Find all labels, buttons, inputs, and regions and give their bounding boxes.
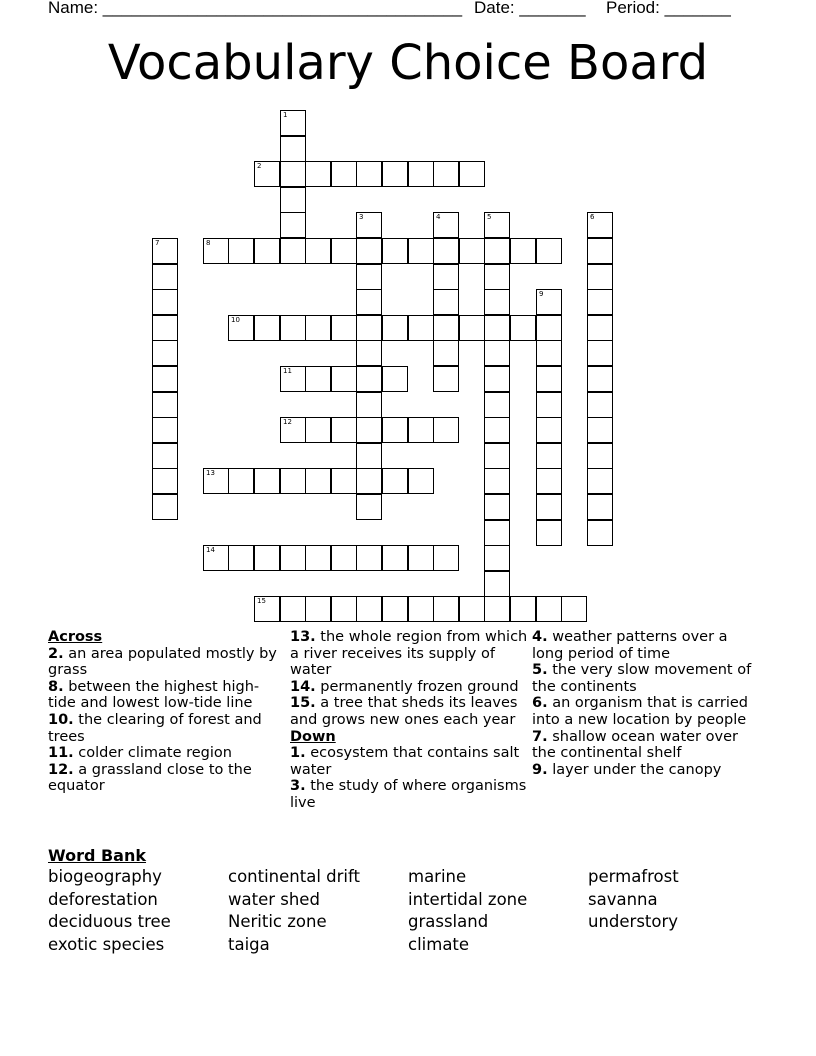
crossword-cell[interactable]	[382, 468, 408, 494]
crossword-cell[interactable]	[331, 366, 357, 392]
crossword-cell[interactable]	[152, 289, 178, 315]
clue-number: 7	[155, 239, 160, 247]
crossword-cell[interactable]	[561, 596, 587, 622]
word-bank-item: water shed	[228, 889, 320, 909]
crossword-cell[interactable]	[587, 264, 613, 290]
crossword-cell[interactable]	[305, 596, 331, 622]
crossword-cell[interactable]	[280, 238, 306, 264]
crossword-cell[interactable]	[254, 315, 280, 341]
crossword-cell[interactable]	[152, 340, 178, 366]
crossword-cell[interactable]	[587, 238, 613, 264]
crossword-cell[interactable]	[356, 468, 382, 494]
crossword-cell[interactable]	[484, 494, 510, 520]
crossword-cell[interactable]	[356, 315, 382, 341]
crossword-cell[interactable]	[305, 545, 331, 571]
crossword-cell[interactable]	[433, 340, 459, 366]
crossword-cell[interactable]	[536, 315, 562, 341]
crossword-cell[interactable]	[382, 366, 408, 392]
crossword-cell[interactable]	[228, 238, 254, 264]
crossword-cell[interactable]	[459, 238, 485, 264]
clue-number: 12	[283, 418, 292, 426]
clue-number: 3	[359, 213, 364, 221]
clue-number: 6	[590, 213, 595, 221]
down-heading: Down	[290, 728, 336, 745]
clue-number: 9	[539, 290, 544, 298]
crossword-cell[interactable]	[356, 238, 382, 264]
crossword-cell[interactable]	[536, 366, 562, 392]
crossword-cell[interactable]	[484, 596, 510, 622]
clue: 10. the clearing of forest and trees	[48, 711, 262, 745]
crossword-cell[interactable]	[280, 187, 306, 213]
crossword-cell[interactable]	[433, 212, 459, 238]
word-bank-item: grassland	[408, 912, 489, 932]
clue-number: 4	[436, 213, 441, 221]
period-field[interactable]: Period: _______	[606, 0, 731, 17]
crossword-cell[interactable]	[484, 212, 510, 238]
crossword-cell[interactable]	[305, 315, 331, 341]
crossword-cell[interactable]	[382, 417, 408, 443]
word-bank-title: Word Bank	[48, 846, 147, 865]
crossword-cell[interactable]	[152, 392, 178, 418]
crossword-cell[interactable]	[536, 289, 562, 315]
clue: 13. the whole region from which a river receives its supply of water	[290, 629, 528, 679]
crossword-cell[interactable]	[484, 443, 510, 469]
crossword-cell[interactable]	[587, 494, 613, 520]
crossword-cell[interactable]	[408, 596, 434, 622]
word-bank-item: continental drift	[228, 867, 360, 886]
clue-number: 2	[257, 162, 262, 170]
crossword-cell[interactable]	[356, 392, 382, 418]
crossword-cell[interactable]	[356, 443, 382, 469]
crossword-cell[interactable]	[203, 468, 229, 494]
word-bank-column-1	[48, 866, 171, 957]
crossword-cell[interactable]	[587, 468, 613, 494]
crossword-cell[interactable]	[331, 596, 357, 622]
crossword-cell[interactable]	[280, 161, 306, 187]
crossword-cell[interactable]	[484, 468, 510, 494]
crossword-cell[interactable]	[484, 392, 510, 418]
clue-number: 1	[283, 111, 288, 119]
clue: 7. shallow ocean water over the continental shelf	[532, 728, 738, 762]
crossword-cell[interactable]	[356, 212, 382, 238]
crossword-cell[interactable]	[484, 571, 510, 597]
crossword-cell[interactable]	[280, 596, 306, 622]
crossword-cell[interactable]	[433, 238, 459, 264]
clue-number: 11	[283, 367, 292, 375]
crossword-cell[interactable]	[536, 340, 562, 366]
page-title: Vocabulary Choice Board	[107, 35, 709, 91]
crossword-cell[interactable]	[484, 417, 510, 443]
crossword-cell[interactable]	[280, 315, 306, 341]
crossword-cell[interactable]	[382, 315, 408, 341]
word-bank-item: deciduous tree	[48, 912, 171, 932]
crossword-cell[interactable]	[305, 366, 331, 392]
crossword-cell[interactable]	[536, 468, 562, 494]
clue-number: 10	[231, 316, 240, 324]
crossword-cell[interactable]	[305, 238, 331, 264]
crossword-cell[interactable]	[152, 315, 178, 341]
crossword-cell[interactable]	[331, 161, 357, 187]
clues-column-3	[532, 629, 762, 778]
crossword-cell[interactable]	[356, 161, 382, 187]
crossword-cell[interactable]	[203, 545, 229, 571]
clue: 4. weather patterns over a long period of time	[532, 629, 728, 662]
crossword-cell[interactable]	[280, 136, 306, 162]
crossword-cell[interactable]	[484, 289, 510, 315]
crossword-cell[interactable]	[433, 596, 459, 622]
crossword-cell[interactable]	[356, 366, 382, 392]
clue: 8. between the highest high-tide and lowest low-tide line	[48, 678, 260, 712]
crossword-cell[interactable]	[331, 315, 357, 341]
crossword-cell[interactable]	[433, 417, 459, 443]
crossword-cell[interactable]	[254, 468, 280, 494]
word-bank-item: biogeography	[48, 867, 162, 886]
clue: 6. an organism that is carried into a new location by people	[532, 695, 749, 728]
crossword-cell[interactable]	[331, 545, 357, 571]
crossword-cell[interactable]	[587, 366, 613, 392]
crossword-cell[interactable]	[356, 264, 382, 290]
crossword-cell[interactable]	[356, 545, 382, 571]
crossword-cell[interactable]	[484, 366, 510, 392]
word-bank-column-3	[408, 866, 527, 957]
crossword-cell[interactable]	[408, 238, 434, 264]
name-field[interactable]: Name: ______________________________________	[48, 0, 463, 17]
crossword-cell[interactable]	[152, 417, 178, 443]
crossword-cell[interactable]	[356, 417, 382, 443]
crossword-cell[interactable]	[280, 417, 306, 443]
crossword-cell[interactable]	[587, 520, 613, 546]
crossword-cell[interactable]	[152, 468, 178, 494]
crossword-cell[interactable]	[433, 264, 459, 290]
crossword-cell[interactable]	[510, 596, 536, 622]
word-bank-item: deforestation	[48, 889, 158, 909]
clue: 9. layer under the canopy	[532, 761, 722, 778]
crossword-cell[interactable]	[382, 596, 408, 622]
word-bank-column-4	[588, 866, 679, 934]
crossword-cell[interactable]	[433, 545, 459, 571]
clue: 14. permanently frozen ground	[290, 678, 519, 695]
crossword-cell[interactable]	[331, 468, 357, 494]
crossword-cell[interactable]	[254, 238, 280, 264]
crossword-cell[interactable]	[408, 545, 434, 571]
crossword-cell[interactable]	[536, 494, 562, 520]
clue-number: 8	[206, 239, 211, 247]
crossword-cell[interactable]	[152, 264, 178, 290]
clue-number: 15	[257, 597, 266, 605]
word-bank-item: savanna	[588, 889, 658, 909]
crossword-cell[interactable]	[484, 520, 510, 546]
crossword-cell[interactable]	[510, 238, 536, 264]
crossword-cell[interactable]	[408, 161, 434, 187]
word-bank-item: understory	[588, 912, 679, 932]
clue: 3. the study of where organisms live	[290, 778, 527, 811]
crossword-cell[interactable]	[356, 340, 382, 366]
crossword-cell[interactable]	[587, 315, 613, 341]
crossword-cell[interactable]	[254, 161, 280, 187]
crossword-cell[interactable]	[254, 596, 280, 622]
crossword-cell[interactable]	[433, 161, 459, 187]
word-bank-item: climate	[408, 935, 470, 955]
crossword-cell[interactable]	[408, 417, 434, 443]
clues-column-1	[48, 629, 280, 795]
crossword-cell[interactable]	[510, 315, 536, 341]
crossword-cell[interactable]	[459, 161, 485, 187]
crossword-cell[interactable]	[433, 315, 459, 341]
word-bank-item: permafrost	[588, 867, 679, 886]
clue: 1. ecosystem that contains salt water	[290, 745, 520, 778]
word-bank-item: marine	[408, 867, 467, 886]
crossword-cell[interactable]	[536, 520, 562, 546]
crossword-cell[interactable]	[228, 315, 254, 341]
crossword-cell[interactable]	[152, 366, 178, 392]
crossword-cell[interactable]	[152, 494, 178, 520]
crossword-cell[interactable]	[587, 212, 613, 238]
crossword-cell[interactable]	[152, 443, 178, 469]
word-bank-item: exotic species	[48, 935, 165, 955]
word-bank-item: Neritic zone	[228, 912, 327, 932]
crossword-cell[interactable]	[331, 238, 357, 264]
crossword-cell[interactable]	[331, 417, 357, 443]
crossword-cell[interactable]	[587, 417, 613, 443]
clue-number: 5	[487, 213, 492, 221]
crossword-cell[interactable]	[280, 366, 306, 392]
crossword-cell[interactable]	[587, 443, 613, 469]
crossword-cell[interactable]	[254, 545, 280, 571]
crossword-cell[interactable]	[228, 545, 254, 571]
crossword-cell[interactable]	[305, 417, 331, 443]
word-bank-item: intertidal zone	[408, 889, 528, 909]
crossword-cell[interactable]	[459, 315, 485, 341]
crossword-cell[interactable]	[587, 392, 613, 418]
crossword-cell[interactable]	[587, 340, 613, 366]
crossword-cell[interactable]	[382, 238, 408, 264]
crossword-cell[interactable]	[280, 212, 306, 238]
crossword-cell[interactable]	[433, 289, 459, 315]
crossword-cell[interactable]	[305, 468, 331, 494]
across-heading: Across	[48, 629, 103, 645]
crossword-cell[interactable]	[459, 596, 485, 622]
crossword-cell[interactable]	[203, 238, 229, 264]
crossword-cell[interactable]	[408, 468, 434, 494]
crossword-cell[interactable]	[587, 289, 613, 315]
crossword-cell[interactable]	[280, 110, 306, 136]
crossword-cell[interactable]	[484, 545, 510, 571]
crossword-cell[interactable]	[536, 238, 562, 264]
crossword-cell[interactable]	[536, 443, 562, 469]
crossword-cell[interactable]	[433, 366, 459, 392]
clue-number: 13	[206, 469, 215, 477]
crossword-cell[interactable]	[536, 417, 562, 443]
crossword-cell[interactable]	[536, 392, 562, 418]
crossword-cell[interactable]	[305, 161, 331, 187]
clue: 5. the very slow movement of the continents	[532, 662, 752, 695]
crossword-cell[interactable]	[280, 545, 306, 571]
crossword-cell[interactable]	[356, 289, 382, 315]
crossword-cell[interactable]	[408, 315, 434, 341]
crossword-cell[interactable]	[484, 340, 510, 366]
crossword-cell[interactable]	[356, 596, 382, 622]
crossword-cell[interactable]	[536, 596, 562, 622]
crossword-cell[interactable]	[152, 238, 178, 264]
crossword-cell[interactable]	[382, 545, 408, 571]
crossword-cell[interactable]	[484, 315, 510, 341]
clue: 11. colder climate region	[48, 745, 232, 762]
crossword-cell[interactable]	[382, 161, 408, 187]
word-bank-column-2	[228, 866, 360, 957]
clue-number: 14	[206, 546, 215, 554]
crossword-cell[interactable]	[484, 264, 510, 290]
crossword-cell[interactable]	[356, 494, 382, 520]
date-field[interactable]: Date: _______	[474, 0, 586, 17]
clues-column-2	[290, 629, 530, 812]
clue: 2. an area populated mostly by grass	[48, 645, 277, 679]
word-bank-item: taiga	[228, 935, 270, 955]
crossword-cell[interactable]	[228, 468, 254, 494]
crossword-cell[interactable]	[484, 238, 510, 264]
clue: 15. a tree that sheds its leaves and grows new ones each year	[290, 695, 518, 728]
clue: 12. a grassland close to the equator	[48, 761, 252, 795]
crossword-cell[interactable]	[280, 468, 306, 494]
